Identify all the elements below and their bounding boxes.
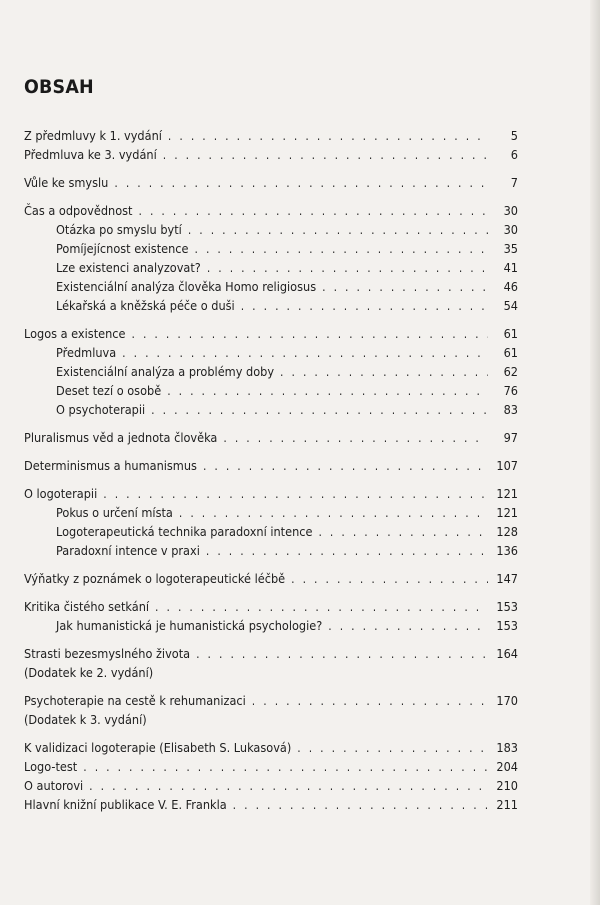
toc-entry-title: Čas a odpovědnost bbox=[24, 203, 133, 218]
toc-entry-title: Logo-test bbox=[24, 759, 78, 774]
toc-entry bbox=[24, 776, 518, 795]
toc-leader-dots bbox=[233, 796, 488, 815]
toc-leader-dots bbox=[114, 174, 488, 193]
toc-subentry bbox=[24, 503, 518, 522]
toc-page-number: 211 bbox=[496, 797, 518, 812]
toc-entry-title: Lékařská a kněžská péče o duši bbox=[56, 298, 235, 313]
toc-subentry bbox=[24, 343, 518, 362]
toc-page-number: 46 bbox=[503, 279, 518, 294]
toc-page-number: 61 bbox=[503, 326, 518, 341]
toc-leader-dots bbox=[188, 221, 488, 240]
toc-entry-title: Hlavní knižní publikace V. E. Frankla bbox=[24, 797, 227, 812]
toc-entry bbox=[24, 569, 518, 588]
toc-leader-dots bbox=[241, 297, 488, 316]
toc-entry-title: Logos a existence bbox=[24, 326, 126, 341]
toc-entry-title: O psychoterapii bbox=[56, 402, 146, 417]
toc-entry-title: Předmluva ke 3. vydání bbox=[24, 147, 157, 162]
toc-leader-dots bbox=[103, 485, 488, 504]
toc-subentry bbox=[24, 522, 518, 541]
toc-page-number: 121 bbox=[496, 505, 518, 520]
toc-leader-dots bbox=[89, 777, 488, 796]
toc-page-number: 107 bbox=[496, 458, 518, 473]
toc-entry-title: Vůle ke smyslu bbox=[24, 175, 109, 190]
toc-entry bbox=[24, 173, 518, 192]
toc-leader-dots bbox=[206, 542, 488, 561]
toc-leader-dots bbox=[196, 645, 488, 664]
toc-entry bbox=[24, 738, 518, 757]
toc-entry bbox=[24, 795, 518, 814]
toc-entry-title: Z předmluvy k 1. vydání bbox=[24, 128, 162, 143]
toc-entry bbox=[24, 663, 518, 682]
toc-leader-dots bbox=[151, 401, 488, 420]
toc-subentry bbox=[24, 220, 518, 239]
toc-entry-title: Předmluva bbox=[56, 345, 117, 360]
toc-leader-dots bbox=[318, 523, 488, 542]
toc-leader-dots bbox=[179, 504, 488, 523]
toc-leader-dots bbox=[83, 758, 488, 777]
toc-leader-dots bbox=[322, 278, 488, 297]
toc-entry bbox=[24, 456, 518, 475]
toc-leader-dots bbox=[195, 240, 488, 259]
toc-leader-dots bbox=[122, 344, 488, 363]
toc-page-number: 210 bbox=[496, 778, 518, 793]
toc-entry-title: Strasti bezesmyslného života bbox=[24, 646, 191, 661]
toc-page-number: 6 bbox=[510, 147, 518, 162]
toc-entry-title: Determinismus a humanismus bbox=[24, 458, 197, 473]
toc-entry-title: Výňatky z poznámek o logoterapeutické léčbě bbox=[24, 571, 286, 586]
toc-entry bbox=[24, 201, 518, 220]
toc-entry-title: Logoterapeutická technika paradoxní intence bbox=[56, 524, 313, 539]
toc-leader-dots bbox=[138, 202, 488, 221]
toc-entry-title: Pluralismus věd a jednota člověka bbox=[24, 430, 218, 445]
toc-leader-dots bbox=[297, 739, 488, 758]
toc-page-number: 164 bbox=[496, 646, 518, 661]
toc-entry bbox=[24, 324, 518, 343]
toc-subentry bbox=[24, 616, 518, 635]
toc-entry bbox=[24, 757, 518, 776]
toc-entry bbox=[24, 644, 518, 663]
toc-leader-dots bbox=[223, 429, 488, 448]
toc-entry-title: Existenciální analýza člověka Homo religiosus bbox=[56, 279, 317, 294]
toc-entry-title: Paradoxní intence v praxi bbox=[56, 543, 200, 558]
toc-page-number: 153 bbox=[496, 618, 518, 633]
toc-page-number: 170 bbox=[496, 693, 518, 708]
toc-subentry bbox=[24, 541, 518, 560]
toc-leader-dots bbox=[132, 325, 489, 344]
toc-leader-dots bbox=[280, 363, 488, 382]
toc-entry bbox=[24, 710, 518, 729]
toc-subentry bbox=[24, 400, 518, 419]
toc-page-number: 30 bbox=[503, 222, 518, 237]
toc-page-number: 61 bbox=[503, 345, 518, 360]
toc-subentry bbox=[24, 277, 518, 296]
toc-heading: OBSAH bbox=[24, 76, 94, 98]
toc-entry-title: Otázka po smyslu bytí bbox=[56, 222, 182, 237]
toc-entry-title: K validizaci logoterapie (Elisabeth S. Lukasová) bbox=[24, 740, 292, 755]
toc-entry-title: Pomíjejícnost existence bbox=[56, 241, 189, 256]
toc-leader-dots bbox=[163, 146, 488, 165]
toc-page-number: 5 bbox=[510, 128, 518, 143]
toc-page-number: 62 bbox=[503, 364, 518, 379]
toc-entry bbox=[24, 691, 518, 710]
page-edge-shadow bbox=[590, 0, 600, 905]
toc-page-number: 204 bbox=[496, 759, 518, 774]
toc-entry bbox=[24, 145, 518, 164]
toc-leader-dots bbox=[155, 598, 488, 617]
toc-entry-title: Pokus o určení místa bbox=[56, 505, 173, 520]
toc-page-number: 54 bbox=[503, 298, 518, 313]
toc-entry-title: Jak humanistická je humanistická psychologie? bbox=[56, 618, 323, 633]
toc-page-number: 30 bbox=[503, 203, 518, 218]
toc-page-number: 97 bbox=[503, 430, 518, 445]
toc-page-number: 153 bbox=[496, 599, 518, 614]
toc-leader-dots bbox=[203, 457, 488, 476]
toc-leader-dots bbox=[252, 692, 488, 711]
toc-page-number: 136 bbox=[496, 543, 518, 558]
table-of-contents bbox=[24, 126, 518, 814]
toc-page-number: 183 bbox=[496, 740, 518, 755]
toc-leader-dots bbox=[168, 127, 488, 146]
toc-entry bbox=[24, 126, 518, 145]
toc-leader-dots bbox=[207, 259, 488, 278]
toc-entry bbox=[24, 428, 518, 447]
toc-entry bbox=[24, 597, 518, 616]
toc-page-number: 147 bbox=[496, 571, 518, 586]
toc-subentry bbox=[24, 296, 518, 315]
toc-subentry bbox=[24, 239, 518, 258]
toc-page-number: 35 bbox=[503, 241, 518, 256]
toc-leader-dots bbox=[167, 382, 488, 401]
toc-page-number: 128 bbox=[496, 524, 518, 539]
toc-entry-title: (Dodatek k 3. vydání) bbox=[24, 712, 147, 727]
toc-subentry bbox=[24, 362, 518, 381]
toc-subentry bbox=[24, 258, 518, 277]
toc-subentry bbox=[24, 381, 518, 400]
toc-page-number: 83 bbox=[503, 402, 518, 417]
toc-leader-dots bbox=[291, 570, 488, 589]
toc-entry-title: Kritika čistého setkání bbox=[24, 599, 150, 614]
toc-entry-title: O autorovi bbox=[24, 778, 84, 793]
toc-entry-title: (Dodatek ke 2. vydání) bbox=[24, 665, 154, 680]
toc-page-number: 121 bbox=[496, 486, 518, 501]
toc-entry-title: Psychoterapie na cestě k rehumanizaci bbox=[24, 693, 246, 708]
toc-page-number: 41 bbox=[503, 260, 518, 275]
toc-page-number: 7 bbox=[510, 175, 518, 190]
toc-page-number: 76 bbox=[503, 383, 518, 398]
toc-entry-title: Deset tezí o osobě bbox=[56, 383, 162, 398]
toc-entry-title: Lze existenci analyzovat? bbox=[56, 260, 201, 275]
toc-entry bbox=[24, 484, 518, 503]
toc-entry-title: O logoterapii bbox=[24, 486, 98, 501]
toc-entry-title: Existenciální analýza a problémy doby bbox=[56, 364, 275, 379]
toc-leader-dots bbox=[328, 617, 488, 636]
